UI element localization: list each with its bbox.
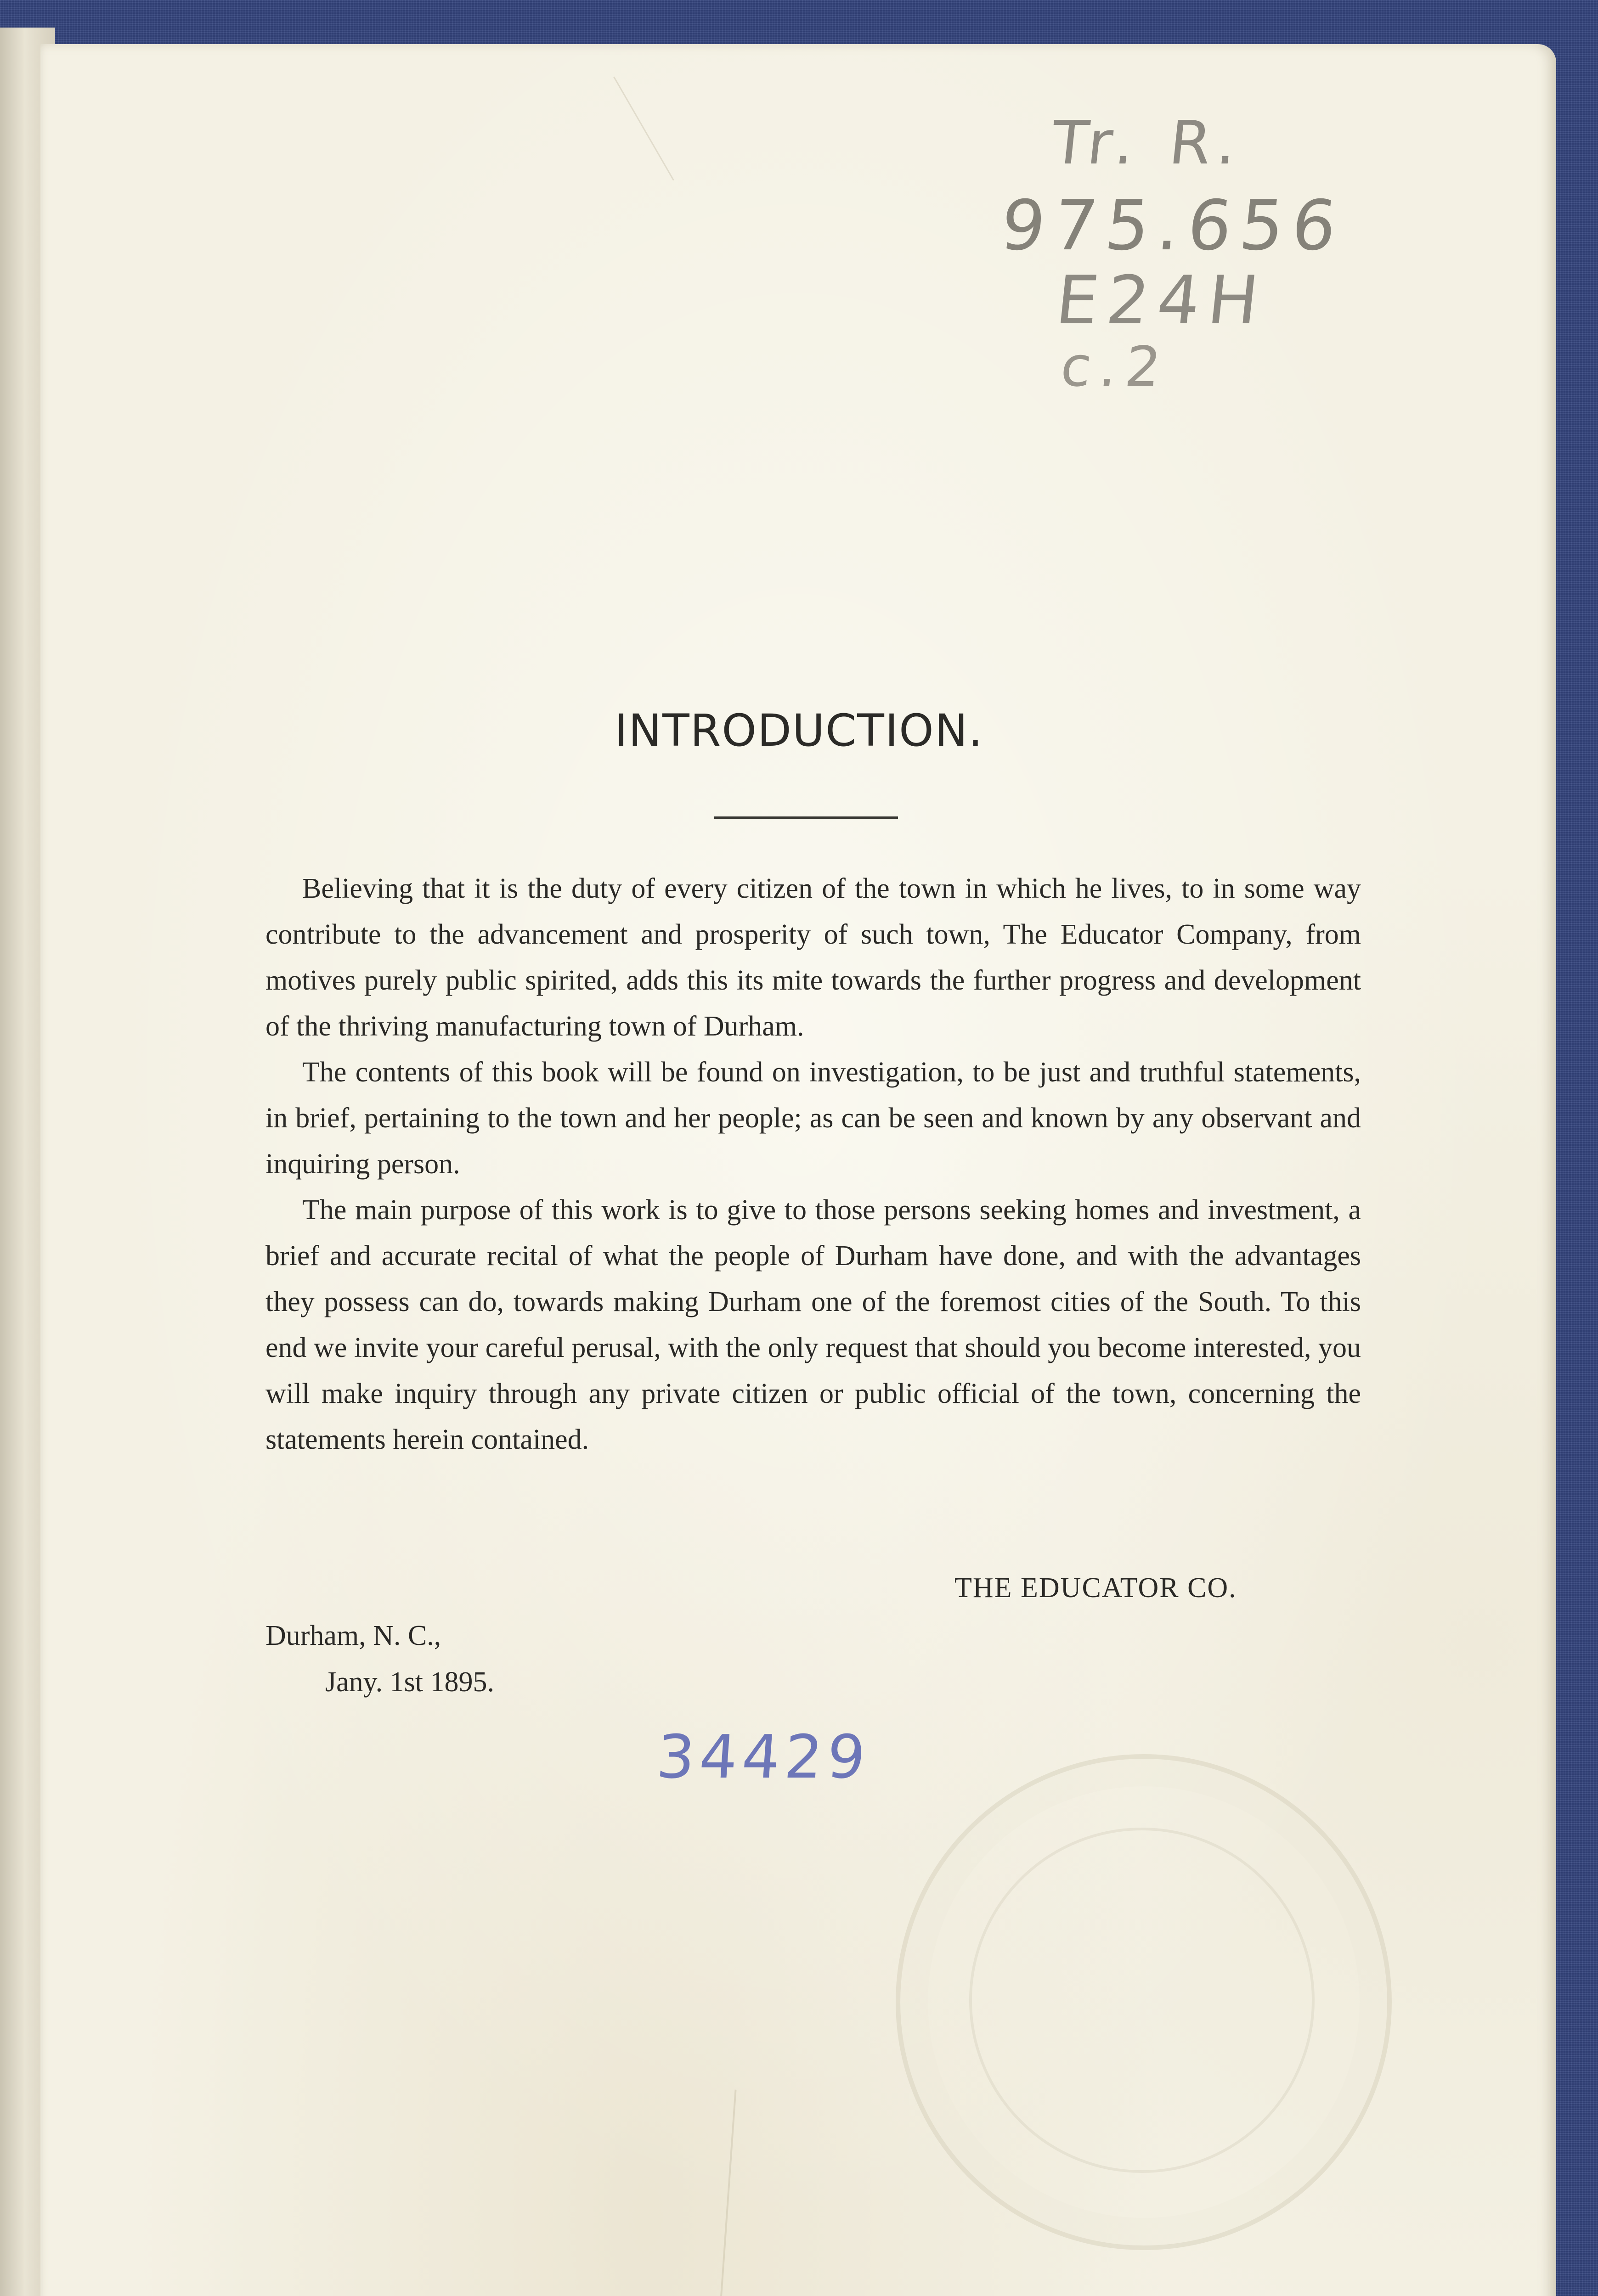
- accession-number: 34429: [654, 1722, 872, 1792]
- seal-inner-ring: [969, 1828, 1315, 2173]
- introduction-body: [265, 866, 1361, 1463]
- call-number-line-4: c.2: [1057, 335, 1172, 399]
- title-divider: [714, 816, 898, 819]
- call-number-line-1: Tr. R.: [1048, 108, 1248, 178]
- signature: THE EDUCATOR CO.: [954, 1572, 1237, 1604]
- place-line: Durham, N. C.,: [265, 1620, 441, 1651]
- call-number-line-2: 975.656: [997, 186, 1349, 266]
- paragraph-1: Believing that it is the duty of every citizen of the town in which he lives, to in some way contribute to the advancement and prosperity of such town, The Educator Company, from motives purely public spirited, adds this its mite towards the further progress and development of the thriving manufacturing town of Durham.: [265, 873, 1361, 1042]
- paragraph-3: The main purpose of this work is to give to those persons seeking homes and investment, a brief and accurate recital of what the people of Durham have done, and with the advantages they possess can do, towards making Durham one of the foremost cities of the South. To this end we invite your careful perusal, with the only request that should you become interested, you will make inquiry through any private citizen or public official of the town, concerning the statements herein contained.: [265, 1194, 1361, 1455]
- paragraph-2: The contents of this book will be found on investigation, to be just and truthful statements, in brief, pertaining to the town and her people; as can be seen and known by any observant and inquiring person.: [265, 1057, 1361, 1180]
- embossed-library-seal: [896, 1754, 1392, 2250]
- call-number-line-3: E24H: [1052, 262, 1271, 339]
- page-title: INTRODUCTION.: [614, 705, 984, 756]
- date-line: Jany. 1st 1895.: [325, 1666, 494, 1698]
